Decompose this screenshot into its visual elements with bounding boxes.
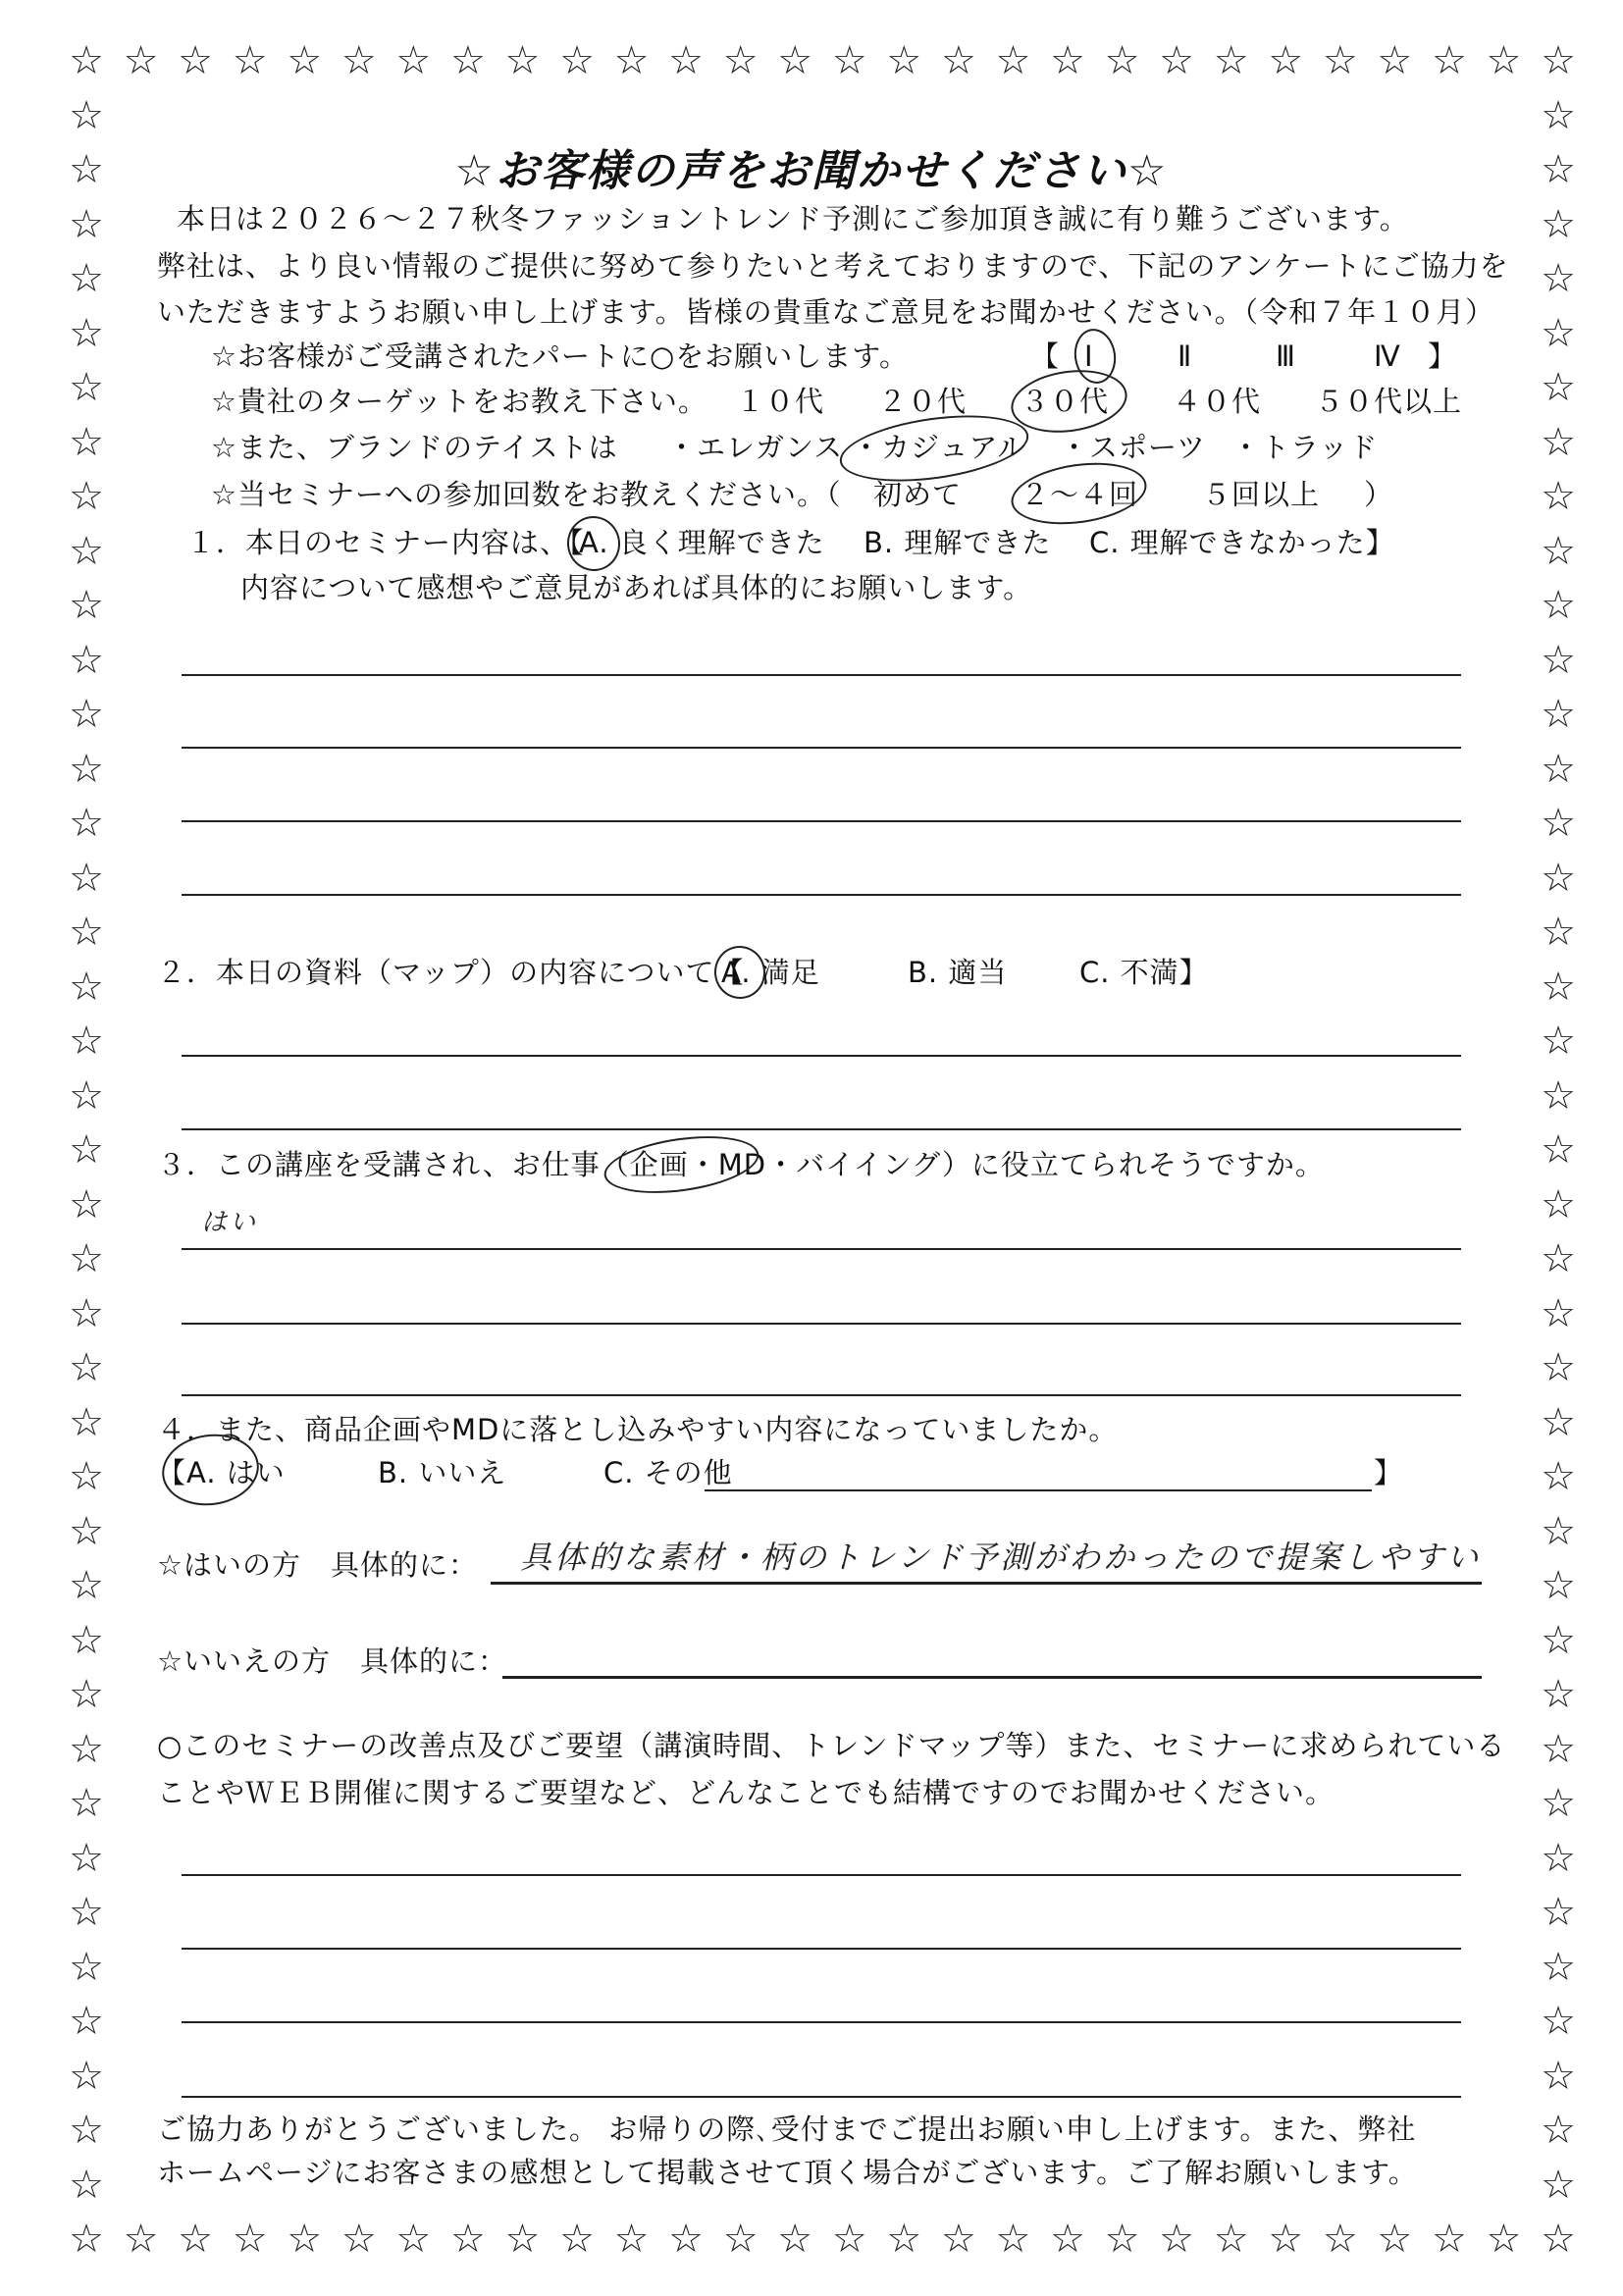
answer-line[interactable] <box>182 820 1461 822</box>
star-outline-icon: ☆ <box>1541 855 1576 901</box>
star-outline-icon: ☆ <box>1541 692 1576 737</box>
star-outline-icon: ☆ <box>69 1508 104 1554</box>
star-outline-icon: ☆ <box>831 38 867 83</box>
star-outline-icon: ☆ <box>69 1399 104 1445</box>
answer-line[interactable] <box>182 1248 1461 1250</box>
star-outline-icon: ☆ <box>668 38 705 83</box>
star-outline-icon: ☆ <box>178 2217 214 2262</box>
q4-close: 】 <box>1374 1456 1404 1489</box>
other-line[interactable] <box>705 1489 1372 1491</box>
star-outline-icon: ☆ <box>69 1563 104 1608</box>
star-outline-icon: ☆ <box>1541 419 1576 465</box>
target-label: ☆貴社のターゲットをお教え下さい。 <box>211 385 707 418</box>
star-outline-icon: ☆ <box>69 474 104 519</box>
target-option[interactable]: ２０代 <box>878 385 968 418</box>
target-option[interactable]: １０代 <box>736 385 825 418</box>
star-outline-icon: ☆ <box>69 1454 104 1499</box>
star-outline-icon: ☆ <box>1486 2217 1522 2262</box>
star-outline-icon: ☆ <box>1541 256 1576 301</box>
star-outline-icon: ☆ <box>123 38 159 83</box>
star-outline-icon: ☆ <box>613 38 650 83</box>
star-outline-icon: ☆ <box>1541 1999 1576 2044</box>
star-outline-icon: ☆ <box>559 2217 595 2262</box>
intro-line: 弊社は、より良い情報のご提供に努めて参りたいと考えておりますので、下記のアンケートにご協力を <box>157 249 1509 283</box>
star-outline-icon: ☆ <box>1541 2162 1576 2208</box>
star-outline-icon: ☆ <box>1541 1726 1576 1772</box>
star-outline-icon: ☆ <box>613 2217 650 2262</box>
star-outline-icon: ☆ <box>69 1018 104 1064</box>
q4-option[interactable]: C. その他 <box>603 1456 733 1489</box>
star-outline-icon: ☆ <box>69 1726 104 1772</box>
taste-option[interactable]: ・トラッド <box>1231 431 1379 464</box>
star-outline-icon: ☆ <box>1541 201 1576 247</box>
star-outline-icon: ☆ <box>1541 1617 1576 1663</box>
part-label: ☆お客様がご受講されたパートに○をお願いします。 <box>211 339 909 373</box>
star-outline-icon: ☆ <box>69 310 104 356</box>
target-option[interactable]: ３０代 <box>1021 385 1110 418</box>
star-outline-icon: ☆ <box>1541 92 1576 138</box>
part-option-4[interactable]: Ⅳ <box>1374 339 1401 373</box>
answer-line[interactable] <box>182 747 1461 749</box>
star-outline-icon: ☆ <box>995 38 1031 83</box>
q2-option[interactable]: C. 不満】 <box>1079 956 1209 989</box>
star-outline-icon: ☆ <box>449 2217 486 2262</box>
star-outline-icon: ☆ <box>1541 310 1576 356</box>
star-outline-icon: ☆ <box>69 1290 104 1336</box>
q2-option[interactable]: A. 満足 <box>721 956 820 989</box>
star-outline-icon: ☆ <box>1541 1672 1576 1717</box>
star-outline-icon: ☆ <box>559 38 595 83</box>
star-outline-icon: ☆ <box>1213 38 1249 83</box>
star-outline-icon: ☆ <box>69 583 104 628</box>
star-outline-icon: ☆ <box>504 2217 541 2262</box>
target-option[interactable]: ５０代以上 <box>1315 385 1463 418</box>
star-outline-icon: ☆ <box>1541 365 1576 410</box>
star-outline-icon: ☆ <box>1541 1563 1576 1608</box>
star-outline-icon: ☆ <box>1541 1944 1576 1990</box>
part-close: 】 <box>1428 339 1458 373</box>
improve-text: ○このセミナーの改善点及びご要望（講演時間、トレンドマップ等）また、セミナーに求められている <box>157 1729 1506 1762</box>
star-outline-icon: ☆ <box>1541 637 1576 683</box>
star-outline-icon: ☆ <box>1541 1345 1576 1390</box>
part-open: 【 <box>1030 339 1061 373</box>
star-outline-icon: ☆ <box>1268 38 1304 83</box>
star-outline-icon: ☆ <box>1050 2217 1085 2262</box>
answer-line[interactable] <box>182 2096 1461 2098</box>
star-outline-icon: ☆ <box>1377 2217 1413 2262</box>
star-outline-icon: ☆ <box>1541 1508 1576 1554</box>
visits-option[interactable]: 初めて <box>873 478 963 511</box>
footer-text: ホームページにお客さまの感想として掲載させて頂く場合がございます。ご了解お願いします。 <box>157 2156 1418 2189</box>
visits-option[interactable]: ２～４回 <box>1021 478 1139 511</box>
star-outline-icon: ☆ <box>668 2217 705 2262</box>
part-option-2[interactable]: Ⅱ <box>1178 339 1193 373</box>
star-outline-icon: ☆ <box>1268 2217 1304 2262</box>
star-outline-icon: ☆ <box>1541 746 1576 792</box>
q3-answer: はい <box>201 1208 259 1237</box>
star-outline-icon: ☆ <box>69 1236 104 1281</box>
star-outline-icon: ☆ <box>1541 1236 1576 1281</box>
star-outline-icon: ☆ <box>69 528 104 574</box>
star-outline-icon: ☆ <box>1541 147 1576 192</box>
improve-text: ことやＷＥＢ開催に関するご要望など、どんなことでも結構ですのでお聞かせください。 <box>157 1776 1335 1809</box>
star-outline-icon: ☆ <box>1541 1127 1576 1173</box>
star-outline-icon: ☆ <box>831 2217 867 2262</box>
star-outline-icon: ☆ <box>1541 1890 1576 1935</box>
star-outline-icon: ☆ <box>69 964 104 1010</box>
selection-circle <box>601 1127 762 1202</box>
q1-sub: 内容について感想やご意見があれば具体的にお願いします。 <box>240 571 1033 604</box>
q1-text: １．本日のセミナー内容は、【 <box>186 526 585 559</box>
q2-text: ２．本日の資料（マップ）の内容について【 <box>157 956 745 989</box>
star-outline-icon: ☆ <box>232 38 268 83</box>
star-outline-icon: ☆ <box>1541 38 1576 83</box>
star-outline-icon: ☆ <box>69 2217 104 2262</box>
star-outline-icon: ☆ <box>1541 2053 1576 2099</box>
page-title: ☆お客様の声をお聞かせください☆ <box>454 146 1169 196</box>
answer-line[interactable] <box>182 1948 1461 1950</box>
selection-circle <box>563 513 623 575</box>
star-outline-icon: ☆ <box>886 2217 922 2262</box>
star-outline-icon: ☆ <box>69 692 104 737</box>
star-outline-icon: ☆ <box>69 801 104 846</box>
star-outline-icon: ☆ <box>69 92 104 138</box>
star-outline-icon: ☆ <box>722 38 759 83</box>
star-outline-icon: ☆ <box>1541 964 1576 1010</box>
star-outline-icon: ☆ <box>1541 1018 1576 1064</box>
star-outline-icon: ☆ <box>123 2217 159 2262</box>
answer-line[interactable] <box>182 2021 1461 2023</box>
star-outline-icon: ☆ <box>1541 1290 1576 1336</box>
no-label: ☆いいえの方 具体的に： <box>157 1644 507 1678</box>
star-outline-icon: ☆ <box>69 2162 104 2208</box>
q4-option[interactable]: B. いいえ <box>378 1456 507 1489</box>
star-outline-icon: ☆ <box>232 2217 268 2262</box>
star-outline-icon: ☆ <box>69 201 104 247</box>
star-outline-icon: ☆ <box>69 256 104 301</box>
star-outline-icon: ☆ <box>504 38 541 83</box>
footer-text: ご協力ありがとうございました。 お帰りの際､受付までご提出お願い申し上げます。また、弊社 <box>157 2113 1417 2146</box>
star-outline-icon: ☆ <box>340 2217 377 2262</box>
yes-label: ☆はいの方 具体的に： <box>157 1548 478 1582</box>
taste-label: ☆また、ブランドのテイストは <box>211 431 618 464</box>
star-outline-icon: ☆ <box>1541 2108 1576 2153</box>
star-outline-icon: ☆ <box>995 2217 1031 2262</box>
star-outline-icon: ☆ <box>69 419 104 465</box>
star-outline-icon: ☆ <box>1431 2217 1467 2262</box>
star-outline-icon: ☆ <box>69 910 104 955</box>
star-outline-icon: ☆ <box>69 1127 104 1173</box>
star-outline-icon: ☆ <box>69 1781 104 1826</box>
q4-text: ４．また、商品企画やMDに落とし込みやすい内容になっていましたか。 <box>157 1413 1119 1446</box>
star-outline-icon: ☆ <box>69 1944 104 1990</box>
taste-option[interactable]: ・スポーツ <box>1060 431 1206 464</box>
star-outline-icon: ☆ <box>69 1617 104 1663</box>
answer-line[interactable] <box>182 1055 1461 1057</box>
q4-option[interactable]: 【A. はい <box>157 1456 286 1489</box>
star-outline-icon: ☆ <box>395 2217 432 2262</box>
star-outline-icon: ☆ <box>69 637 104 683</box>
star-outline-icon: ☆ <box>69 38 104 83</box>
visits-option[interactable]: ５回以上 <box>1202 478 1321 511</box>
star-outline-icon: ☆ <box>1541 583 1576 628</box>
star-outline-icon: ☆ <box>940 38 976 83</box>
star-outline-icon: ☆ <box>1213 2217 1249 2262</box>
star-outline-icon: ☆ <box>69 1672 104 1717</box>
star-outline-icon: ☆ <box>287 38 323 83</box>
star-outline-icon: ☆ <box>287 2217 323 2262</box>
visits-label: ☆当セミナーへの参加回数をお教えください。（ <box>211 478 842 511</box>
star-outline-icon: ☆ <box>777 38 813 83</box>
star-outline-icon: ☆ <box>1104 2217 1140 2262</box>
star-outline-icon: ☆ <box>449 38 486 83</box>
q1-option[interactable]: B. 理解できた <box>864 526 1052 559</box>
answer-line[interactable] <box>182 1394 1461 1396</box>
answer-line[interactable] <box>182 1874 1461 1876</box>
target-option[interactable]: ４０代 <box>1173 385 1262 418</box>
star-outline-icon: ☆ <box>1541 474 1576 519</box>
selection-circle <box>1008 455 1151 533</box>
star-outline-icon: ☆ <box>1431 38 1467 83</box>
star-outline-icon: ☆ <box>1541 1072 1576 1119</box>
yes-answer-line[interactable] <box>491 1582 1482 1585</box>
taste-option[interactable]: ・カジュアル <box>852 431 1027 464</box>
star-outline-icon: ☆ <box>69 1072 104 1119</box>
star-outline-icon: ☆ <box>1377 38 1413 83</box>
star-outline-icon: ☆ <box>395 38 432 83</box>
selection-circle <box>1007 363 1130 440</box>
star-outline-icon: ☆ <box>69 147 104 192</box>
star-outline-icon: ☆ <box>1541 1835 1576 1881</box>
star-outline-icon: ☆ <box>69 1345 104 1390</box>
star-outline-icon: ☆ <box>69 746 104 792</box>
star-outline-icon: ☆ <box>722 2217 759 2262</box>
q2-option[interactable]: B. 適当 <box>908 956 1008 989</box>
star-outline-icon: ☆ <box>1541 801 1576 846</box>
star-outline-icon: ☆ <box>1050 38 1085 83</box>
q3-text: ３．この講座を受講され、お仕事（企画・MD・バイイング）に役立てられそうですか。 <box>157 1148 1325 1181</box>
taste-option[interactable]: ・エレガンス <box>667 431 844 464</box>
star-outline-icon: ☆ <box>1322 2217 1358 2262</box>
yes-answer: 具体的な素材・柄のトレンド予測がわかったので提案しやすい <box>520 1539 1482 1576</box>
star-outline-icon: ☆ <box>1541 910 1576 955</box>
star-outline-icon: ☆ <box>940 2217 976 2262</box>
star-outline-icon: ☆ <box>178 38 214 83</box>
star-outline-icon: ☆ <box>69 855 104 901</box>
intro-line: 本日は２０２６～２７秋冬ファッショントレンド予測にご参加頂き誠に有り難うございます。 <box>177 202 1409 235</box>
star-outline-icon: ☆ <box>69 1890 104 1935</box>
star-outline-icon: ☆ <box>69 1181 104 1227</box>
answer-line[interactable] <box>182 674 1461 676</box>
star-outline-icon: ☆ <box>1541 2217 1576 2262</box>
star-outline-icon: ☆ <box>340 38 377 83</box>
star-outline-icon: ☆ <box>69 1835 104 1881</box>
selection-circle <box>710 943 768 1003</box>
star-outline-icon: ☆ <box>1541 528 1576 574</box>
star-outline-icon: ☆ <box>1486 38 1522 83</box>
star-outline-icon: ☆ <box>69 1999 104 2044</box>
star-outline-icon: ☆ <box>1322 38 1358 83</box>
answer-line[interactable] <box>182 1323 1461 1325</box>
star-outline-icon: ☆ <box>69 2108 104 2153</box>
q1-option[interactable]: A. 良く理解できた <box>579 526 825 559</box>
part-option-1[interactable]: Ⅰ <box>1084 339 1094 373</box>
star-outline-icon: ☆ <box>69 2053 104 2099</box>
star-outline-icon: ☆ <box>1104 38 1140 83</box>
star-outline-icon: ☆ <box>1159 38 1195 83</box>
q1-option[interactable]: C. 理解できなかった】 <box>1089 526 1395 559</box>
answer-line[interactable] <box>182 894 1461 896</box>
answer-line[interactable] <box>182 1128 1461 1130</box>
visits-close: ） <box>1364 478 1394 511</box>
part-option-3[interactable]: Ⅲ <box>1276 339 1296 373</box>
intro-line: いただきますようお願い申し上げます。皆様の貴重なご意見をお聞かせください。（令和７年１０月） <box>157 295 1495 329</box>
star-outline-icon: ☆ <box>1541 1454 1576 1499</box>
no-answer-line[interactable] <box>502 1676 1482 1679</box>
star-outline-icon: ☆ <box>1541 1181 1576 1227</box>
star-outline-icon: ☆ <box>777 2217 813 2262</box>
star-outline-icon: ☆ <box>1541 1399 1576 1445</box>
star-outline-icon: ☆ <box>1159 2217 1195 2262</box>
star-outline-icon: ☆ <box>1541 1781 1576 1826</box>
star-outline-icon: ☆ <box>69 365 104 410</box>
star-outline-icon: ☆ <box>886 38 922 83</box>
